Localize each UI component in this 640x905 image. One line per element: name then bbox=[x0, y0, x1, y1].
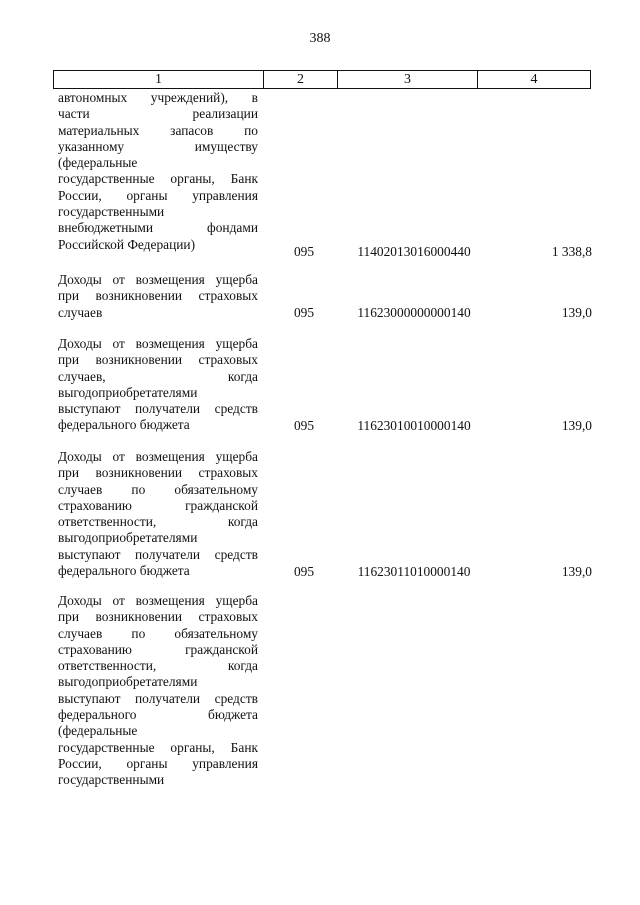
admin-code: 095 bbox=[293, 244, 315, 259]
description-line: внебюджетными фондами bbox=[58, 220, 258, 236]
description-line: при возникновении страховых bbox=[58, 352, 258, 368]
header-col-2: 2 bbox=[264, 71, 338, 88]
amount-value: 139,0 bbox=[561, 418, 592, 433]
description-line: случаев по обязательному bbox=[58, 625, 258, 641]
amount-value: 139,0 bbox=[561, 564, 592, 579]
description-line: выступают получатели средств bbox=[58, 401, 258, 417]
description-line: федерального бюджета bbox=[58, 707, 258, 723]
description-line: Доходы от возмещения ущерба bbox=[58, 272, 258, 287]
description-line: Доходы от возмещения ущерба bbox=[58, 449, 258, 464]
description-line: государственными bbox=[58, 772, 165, 788]
row-description bbox=[58, 593, 258, 789]
description-line: при возникновении страховых bbox=[58, 288, 258, 304]
description-line: случаев по обязательному bbox=[58, 481, 258, 497]
description-line: федерального бюджета bbox=[58, 417, 190, 433]
description-line: (федеральные bbox=[58, 155, 138, 171]
admin-code: 095 bbox=[293, 418, 315, 433]
kbk-code: 11623010010000140 bbox=[357, 418, 471, 433]
description-line: Доходы от возмещения ущерба bbox=[58, 593, 258, 608]
kbk-code: 11623000000000140 bbox=[357, 305, 471, 320]
description-line: выгодоприобретателями bbox=[58, 384, 198, 400]
description-line: выгодоприобретателями bbox=[58, 530, 198, 546]
description-line: России, органы управления bbox=[58, 187, 258, 203]
description-line: автономных учреждений), в bbox=[58, 90, 258, 105]
admin-code: 095 bbox=[293, 564, 315, 579]
amount-value: 1 338,8 bbox=[551, 244, 592, 259]
description-line: государственные органы, Банк bbox=[58, 739, 258, 755]
description-line: России, органы управления bbox=[58, 755, 258, 771]
description-line: случаев bbox=[58, 304, 103, 320]
description-line: государственными bbox=[58, 204, 165, 220]
amount-value: 139,0 bbox=[561, 305, 592, 320]
description-line: выгодоприобретателями bbox=[58, 674, 198, 690]
description-line: выступают получатели средств bbox=[58, 546, 258, 562]
description-line: государственные органы, Банк bbox=[58, 171, 258, 187]
row-description bbox=[58, 90, 258, 253]
header-col-1: 1 bbox=[54, 71, 264, 88]
admin-code: 095 bbox=[293, 305, 315, 320]
header-col-4: 4 bbox=[530, 72, 538, 87]
row-description bbox=[58, 272, 258, 321]
description-line: указанному имуществу bbox=[58, 138, 258, 154]
description-line: Российской Федерации) bbox=[58, 236, 196, 252]
description-line: Доходы от возмещения ущерба bbox=[58, 336, 258, 351]
row-description bbox=[58, 449, 258, 579]
description-line: федерального бюджета bbox=[58, 563, 190, 579]
kbk-code: 11402013016000440 bbox=[357, 244, 471, 259]
page-number: 388 bbox=[309, 31, 331, 46]
description-line: ответственности, когда bbox=[58, 514, 258, 530]
description-line: случаев, когда bbox=[58, 368, 258, 384]
description-line: страхованию гражданской bbox=[58, 497, 258, 513]
description-line: материальных запасов по bbox=[58, 122, 258, 138]
description-line: при возникновении страховых bbox=[58, 465, 258, 481]
kbk-code: 11623011010000140 bbox=[357, 564, 471, 579]
row-description bbox=[58, 336, 258, 434]
header-col-3: 3 bbox=[338, 71, 478, 88]
description-line: страхованию гражданской bbox=[58, 641, 258, 657]
description-line: части реализации bbox=[58, 106, 258, 122]
table-header bbox=[53, 70, 591, 89]
description-line: ответственности, когда bbox=[58, 658, 258, 674]
description-line: (федеральные bbox=[58, 723, 138, 739]
description-line: выступают получатели средств bbox=[58, 690, 258, 706]
description-line: при возникновении страховых bbox=[58, 609, 258, 625]
